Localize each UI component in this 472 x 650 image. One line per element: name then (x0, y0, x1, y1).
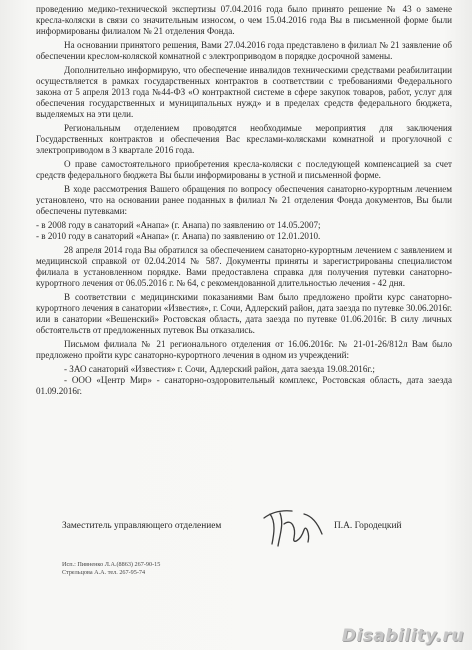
paragraph: В ходе рассмотрения Вашего обращения по вопросу обеспечения санаторно-курортным лечением установлено, что на основании ранее поданных в филиал № 21 отделения Фонда документов, Вы были обеспечены путевками: (36, 184, 452, 216)
signer-name: П.А. Городецкий (334, 521, 402, 531)
list-item: - в 2010 году в санаторий «Анапа» (г. Анапа) по заявлению от 12.01.2010. (36, 231, 321, 241)
paragraph: 28 апреля 2014 года Вы обратился за обеспечением санаторно-курортным лечением с заявлением и медицинской справкой от 02.04.2014 № 587. Документы приняты и зарегистрированы специалистом филиала в установленном порядке. Вами предоставлена справка для получения путевки санаторно-курортного лечения от 06.05.2016 г. № 64, с рекомендованной длительностью лечения - 42 дня. (36, 245, 452, 288)
handwritten-signature (258, 504, 328, 552)
paragraph: Письмом филиала № 21 регионального отделения от 16.06.2016г. № 21-01-26/812л Вам было предложено пройти курс санаторно-курортного лечения в одном из учреждений: (36, 339, 452, 360)
paragraph: Дополнительно информирую, что обеспечение инвалидов техническими средствами реабилитации осуществляется в рамках государственных контрактов в соответствии с требованиями Федерального закона от 5 апреля 2013 года №44-ФЗ «О контрактной системе в сфере закупок товаров, работ, услуг для обеспечения государственных и муниципальных нужд» и в пределах средств федерального бюджета, выделяемых на эти цели. (36, 65, 452, 119)
paragraph: Региональным отделением проводятся необходимые мероприятия для заключения Государственных контрактов и обеспечения Вас креслами-колясками комнатной и прогулочной с электроприводом в 3 квартале 2016 года. (36, 123, 452, 155)
letter-body (36, 4, 452, 400)
watermark: Disability.ru (341, 626, 464, 646)
list-item: - ЗАО санаторий «Известия» г. Сочи, Адлерский район, дата заезда 19.08.2016г.; (64, 364, 375, 374)
paragraph: О праве самостоятельного приобретения кресла-коляски с последующей компенсацией за счет средств федерального бюджета Вы были информированы в устной и письменной форме. (36, 159, 452, 180)
executor-line: Стрельцова А.А. тел. 267-95-74 (62, 569, 146, 576)
paragraph: проведению медико-технической экспертизы 07.04.2016 года было принято решение № 43 о замене кресла-коляски в связи со значительным износом, о чем 15.04.2016 года Вы в письменной форме были информированы филиалом № 21 отделения Фонда. (36, 4, 452, 36)
executor-contacts (62, 561, 160, 577)
signer-title: Заместитель управляющего отделением (62, 521, 222, 531)
list-item: - в 2008 году в санаторий «Анапа» (г. Анапа) по заявлению от 14.05.2007; (36, 220, 321, 230)
paragraph: В соответствии с медицинскими показаниями Вам было предложено пройти курс санаторно-курортного лечения в санатории «Известия», г. Сочи, Адлерский район, дата заезда по путевке 30.06.2016г. или в санатории «Вешенский» Ростовская область, дата заезда по путевке 01.06.2016г. В силу личных обстоятельств от предложенных путевок Вы отказались. (36, 292, 452, 335)
list-item: - ООО «Центр Мир» - санаторно-оздоровительный комплекс, Ростовская область, дата заезда 01.09.2016г. (36, 375, 452, 396)
signature-block (62, 512, 442, 552)
paragraph: На основании принятого решения, Вами 27.04.2016 года представлено в филиал № 21 заявление об обеспечении креслом-коляской комнатной с электроприводом в порядке досрочной замены. (36, 40, 452, 61)
executor-line: Исп.: Пивненко Л.А.(8863) 267-90-15 (62, 561, 161, 568)
